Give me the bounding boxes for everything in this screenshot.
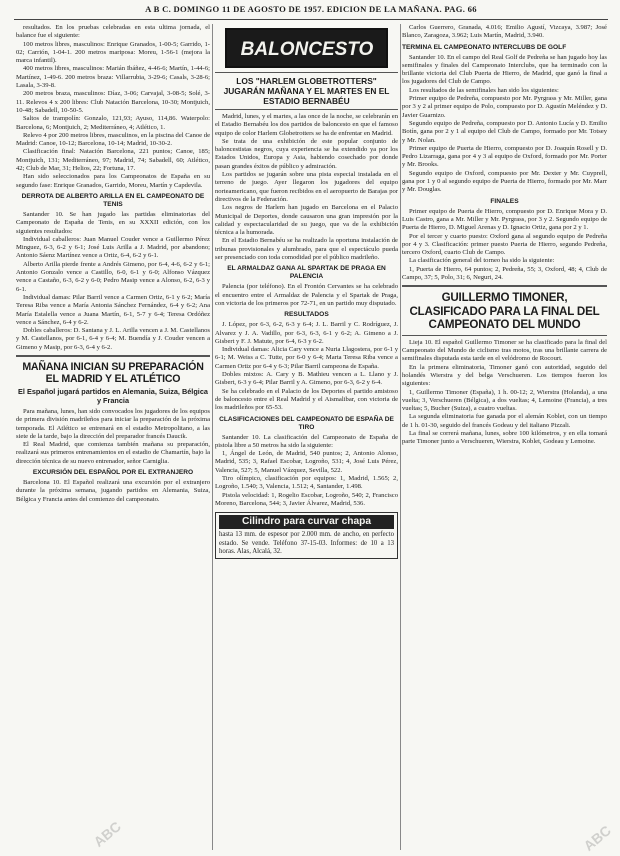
paragraph: Primer equipo de Puerta de Hierro, compuesto por D. Joaquín Rosell y D. Pedro Lizarraga, gana por 4 y 3 al equipo de Oxford, formado por Mr. Porter y Mr. Brooks. bbox=[402, 144, 607, 169]
column-right bbox=[402, 24, 607, 852]
headline-madrid-atletico: MAÑANA INICIAN SU PREPARACIÓN EL MADRID Y EL ATLÉTICO bbox=[22, 360, 204, 386]
subheading: RESULTADOS bbox=[284, 311, 329, 319]
column-divider-right bbox=[400, 24, 401, 850]
deck-espanol: El Español jugará partidos en Alemania, Suiza, Bélgica y Francia bbox=[18, 386, 208, 405]
baloncesto-logo-text: BALONCESTO bbox=[240, 39, 373, 60]
paragraph: Individual damas: Alicia Cary vence a Nuria Llagostera, por 6-1 y 6-1; M. Weiss a C. Tutte, por 6-0 y 6-4; Marta Teresa Riba vence a Carmen Ortiz por 6-4 y 6-3; Pilar Barril campeona de España. bbox=[215, 346, 398, 370]
headline-globetrotters: LOS "HARLEM GLOBETROTTERS" JUGARÁN MAÑANA Y EL MARTES EN EL ESTADIO BERNABÉU bbox=[223, 76, 390, 106]
section-divider bbox=[402, 285, 607, 287]
paragraph: El Real Madrid, que comienza también mañana su preparación, realizará sus primeros entrenamientos en el estadio de Chamartín, bajo la dirección técnica de su nuevo entrenador, señor Carniglia. bbox=[16, 441, 210, 465]
headline-timoner: GUILLERMO TIMONER, CLASIFICADO PARA LA FINAL DEL CAMPEONATO DEL MUNDO bbox=[409, 291, 600, 332]
paragraph: Santander 10. En el campo del Real Golf de Pedreña se han jugado hoy las semifinales y finales del Campeonato Interclubs, que ha terminado con la brillante victoria del Club Puerta de Hierro, de Madrid, que ganó la final a los jugadores del Club de Campo. bbox=[402, 53, 607, 86]
column-middle bbox=[215, 24, 398, 852]
subheading: DERROTA DE ALBERTO ARILLA EN EL CAMPEONATO DE TENIS bbox=[21, 192, 205, 208]
section-divider bbox=[215, 72, 398, 73]
subheading: CLASIFICACIONES DEL CAMPEONATO DE ESPAÑA DE TIRO bbox=[219, 415, 394, 431]
paragraph: Santander 10. La clasificación del Campeonato de España de pistola libre a 50 metros ha sido la siguiente: bbox=[215, 433, 398, 449]
paragraph: Palencia (por teléfono). En el Frontón Cervantes se ha celebrado el encuentro entre el Armaldaz de Palencia y el Spartak de Praga, con victoria de los primeros por 72-71, en un partido muy disputado. bbox=[215, 283, 398, 307]
paragraph: 1, Guillermo Timoner (España), 1 h. 00-12; 2, Wierstra (Holanda), a una vuelta; 3, Verschueren (Bélgica), a dos vueltas; 4, Lemoine (Francia), a tres vueltas; 5, Bucher (Suiza), a cuatro vueltas. bbox=[402, 388, 607, 413]
paragraph: Han sido seleccionados para los Campeonatos de España en su segundo fase: Enrique Granados, Garrido, Moreu, Martín y Capdevila. bbox=[16, 173, 210, 189]
paragraph: Alberto Arilla pierde frente a Andrés Gimeno, por 6-4, 4-6, 6-2 y 6-1; Antonio Gonzalo vence a Castillo, 6-0, 6-1 y 6-0; Alfonso Vázquez vence a Castaño, 6-3, 6-2 y 6-0; Pedro Masip vence a Alonso, 6-2, 6-3 y 6-1. bbox=[16, 260, 210, 293]
paragraph: Carlos Guerrero, Granada, 4.016; Emilio Agustí, Vizcaya, 3.987; José Blanco, Zaragoza, 3.962; Luis Martín, Madrid, 3.940. bbox=[402, 24, 607, 40]
baloncesto-logo bbox=[225, 28, 388, 68]
page-header: A B C. DOMINGO 11 DE AGOSTO DE 1957. EDICION DE LA MAÑANA. PAG. 66 bbox=[14, 4, 608, 20]
paragraph: 200 metros braza, masculinos: Díaz, 3-06; Carvajal, 3-08-5; Solé, 3-11. Relevos 4 x 200 libres: Club Natación Barcelona, 10-30; Montjuich, 10-48; Sabadell, 10-50-5. bbox=[16, 90, 210, 114]
paragraph: La final se correrá mañana, lunes, sobre 100 kilómetros, y en ella tomará parte Timoner junto a Verschueren, Wierstra, Koblet, Godeau y Lemoine. bbox=[402, 430, 607, 446]
paragraph: Tiro olímpico, clasificación por equipos: 1, Madrid, 1.565; 2, Logroño, 1.540; 3, Valencia, 1.512; 4, Santander, 1.498. bbox=[215, 474, 398, 491]
subheading: TERMINA EL CAMPEONATO INTERCLUBS DE GOLF bbox=[402, 43, 567, 51]
paragraph: Madrid, lunes, y el martes, a las once de la noche, se celebrarán en el Estadio Bernabéu los dos partidos de baloncesto en que el famoso equipo de color Harlem Globetrotters se ha de enfrentar en Madrid. bbox=[215, 113, 398, 137]
paragraph: En el Estadio Bernabéu se ha realizado la oportuna instalación de tribunas provisionales y alumbrado, para que el espectáculo pueda ser presenciado con toda comodidad por el público madrileño. bbox=[215, 237, 398, 262]
paragraph: En la primera eliminatoria, Timoner ganó con autoridad, seguido del holandés Wierstra y del belga Verschueren. Los tiempos fueron los siguientes: bbox=[402, 363, 607, 388]
paragraph: J. López, por 6-3, 6-2, 6-3 y 6-4; J. L. Barril y C. Rodríguez, J. Alvarez y J. A. Vadillo, por 6-3, 6-3, 6-1 y 6-2; A. Gimeno a J. Gisbert y F. J. Matute, por 6-4, 6-3 y 6-2. bbox=[215, 321, 398, 345]
paragraph: Los resultados de las semifinales han sido los siguientes: bbox=[409, 86, 559, 94]
classified-ad bbox=[215, 512, 398, 559]
paragraph: Clasificación final: Natación Barcelona, 221 puntos; Canoe, 185; Montjuich, 131; Mediterráneo, 97; Madrid, 74; Sabadell, 60; Atlético, 42; Club de Mar, 31; Helios, 22; Fortuna, 17. bbox=[16, 148, 210, 173]
paragraph: Se ha celebrado en el Palacio de los Deportes el partido amistoso de baloncesto entre el Real Madrid y el Aismalibar, con victoria de los madrileños por 65-53. bbox=[215, 387, 398, 412]
paragraph: Por el tercer y cuarto puesto: Oxford gana al segundo equipo de Pedreña por 4 y 3. Clasificación: primer puesto Puerta de Hierro, segundo Pedreña, tercero Oxford, cuarto Club de Campo. bbox=[402, 232, 607, 257]
abc-watermark: ABC bbox=[580, 822, 614, 854]
section-divider bbox=[16, 355, 210, 357]
paragraph: Dobles mixtos: A. Cary y B. Mathieu vencen a L. Llano y J. Gisbert, 6-3 y 6-4; Pilar Barril y A. Gimeno, por 6-3, 6-2 y 6-4. bbox=[215, 371, 398, 387]
paragraph: Se trata de una exhibición de este popular conjunto de baloncestistas negros, cuya experiencia se ha extendido ya por los Estados Unidos, Europa y Asia, habiendo cosechado por donde pasan grandes éxitos de público y admiración. bbox=[215, 137, 398, 170]
paragraph: Individual caballeros: Juan Manuel Couder vence a Guillermo Pérez Minguez, 6-3, 6-2 y 6-1; José Luis Arilla a J. Madrid, por abandono; Antonio Sáenz Martínez vence a Ortiz, 6-4, 6-2 y 6-1. bbox=[16, 235, 210, 260]
paragraph: Barcelona 10. El Español realizará una excursión por el extranjero durante la próxima semana, jugando partidos en Alemania, Suiza, Bélgica y Francia antes del comienzo del campeonato. bbox=[16, 479, 210, 503]
paragraph: Segundo equipo de Pedreña, compuesto por D. Antonio Lucía y D. Emilio Botín, gana por 2 y 1 al equipo del Club de Campo, formado por Mr. Totsey y Mr. Nolan. bbox=[402, 119, 607, 144]
subheading: FINALES bbox=[490, 197, 519, 205]
paragraph: Santander 10. Se han jugado las partidas eliminatorias del Campeonato de España de Tenis, en su XXXII edición, con los siguientes resultados: bbox=[16, 210, 210, 235]
section-divider bbox=[215, 109, 398, 110]
paragraph: La segunda eliminatoria fue ganada por el alemán Koblet, con un tiempo de 1 h. 01-30, seguido del francés Godeau y del italiano Pizzali. bbox=[402, 413, 607, 429]
paragraph: Saltos de trampolín: Gonzalo, 121,93; Ayuso, 114,86. Waterpolo: Barcelona, 6; Montjuich, 2; Mediterráneo, 4; Atlético, 1. bbox=[16, 115, 210, 131]
paragraph: 1, Puerta de Hierro, 64 puntos; 2, Pedreña, 55; 3, Oxford, 48; 4, Club de Campo, 37; 5, Polo, 31; 6, Neguri, 24. bbox=[402, 265, 607, 282]
abc-watermark: ABC bbox=[90, 818, 124, 850]
paragraph: Lieja 10. El español Guillermo Timoner se ha clasificado para la final del Campeonato del Mundo de ciclismo tras motos, tras una brillante carrera de semifinales disputada esta tarde en el velódromo de Rocourt. bbox=[402, 338, 607, 363]
paragraph: Los partidos se jugarán sobre una pista especial instalada en el terreno de juego. Ayer llegaron los jugadores del equipo norteamericano, que fueron recibidos en el aeropuerto de Barajas por directivos de la Federación. bbox=[215, 171, 398, 203]
paragraph: Para mañana, lunes, han sido convocados los jugadores de los equipos de primera división madrileños para iniciar la preparación de la próxima temporada. El Atlético se entrenará en el estadio Metropolitano, a las siete de la tarde, bajo la dirección del preparador francés Daucik. bbox=[16, 407, 210, 440]
paragraph: Relevo 4 por 200 metros libres, masculinos, en la piscina del Canoe de Madrid: Canoe, 10-12; Barcelona, 10-14; Madrid, 10-30-2. bbox=[16, 131, 210, 148]
baloncesto-logo-svg bbox=[232, 33, 382, 63]
subheading: EXCURSIÓN DEL ESPAÑOL POR EL EXTRANJERO bbox=[32, 469, 194, 477]
subheading: EL ARMALDAZ GANA AL SPARTAK DE PRAGA EN PALENCIA bbox=[227, 265, 386, 281]
ad-title: Cilindro para curvar chapa bbox=[219, 515, 394, 529]
paragraph: Primer equipo de Puerta de Hierro, compuesto por D. Enrique Mora y D. Luis Castro, gana a Mr. Miller y Mr. Pyrgrass, por 3 y 2. Segundo equipo de Puerta de Hierro, D. Miguel Arenas y D. Ignacio Ortiz, gana por 2 y 1. bbox=[402, 207, 607, 232]
paragraph: 1, Ángel de León, de Madrid, 540 puntos; 2, Antonio Alonso, Madrid, 535; 3, Rafael Escobar, Logroño, 531; 4, José Luis Pérez, Valencia, 527; 5, Manuel Vázquez, Sevilla, 522. bbox=[215, 450, 398, 474]
ad-text: hasta 13 mm. de espesor por 2.000 mm. de ancho, en perfecto estado. Se vende. Teléfono 37-15-03. Informes: de 10 a 13 horas. Alas, Alcalá, 32. bbox=[219, 531, 394, 555]
column-divider-left bbox=[212, 24, 213, 850]
column-left bbox=[16, 24, 210, 852]
paragraph: Pistola velocidad: 1, Rogelio Escobar, Logroño, 540; 2, Francisco Moreno, Barcelona, 544; 3, Javier Álvarez, Madrid, 536. bbox=[215, 491, 398, 507]
paragraph: 100 metros libres, masculinos: Enrique Granados, 1-00-5; Garrido, 1-02; Carrión, 1-04-1. 200 metros mariposa: Moreu, 1-56-1 (mejora la marca infantil). bbox=[16, 40, 210, 65]
paragraph: Primer equipo de Pedreña, compuesto por Mr. Pyrgrass y Mr. Miller, gana por 3 y 2 al primer equipo de Polo, compuesto por D. Agustín Meléndez y D. Javier Guarnizo. bbox=[402, 95, 607, 119]
paragraph: Segundo equipo de Oxford, compuesto por Mr. Dexter y Mr. Cuyprell, gana por 1 y 0 al segundo equipo de Puerta de Hierro, formado por Mr. Marr y Mr. Douglas. bbox=[402, 169, 607, 194]
section-divider bbox=[402, 335, 607, 336]
paragraph: La clasificación general del torneo ha sido la siguiente: bbox=[409, 257, 555, 265]
paragraph: Los negros de Harlem han jugado en Barcelona en el Palacio Municipal de Deportes, donde causaron una gran impresión por la calidad y espectacularidad de su juego, que va de la exhibición técnica a la humorada. bbox=[215, 204, 398, 237]
paragraph: resultados. En los pruebas celebradas en esta ultima jornada, el balance fue el siguiente: bbox=[16, 24, 210, 40]
paragraph: Individual damas: Pilar Barril vence a Carmen Ortiz, 6-1 y 6-2; María Teresa Riba vence a María Antonia Sánchez Fernández, 6-4 y 6-2; Ana María Estalella vence a Juana Martín, 6-1, 5-7 y 6-4; Teresa Ordóñez vence a Sánchez, 6-4 y 6-2. bbox=[16, 293, 210, 326]
paragraph: Dobles caballeros: D. Santana y J. L. Arilla vencen a J. M. Castellanos y M. Castellanos, por 6-1, 6-4 y 6-4; M. Buendía y J. Couder vencen a Gimeno y Masip, por 6-3, 6-4 y 6-2. bbox=[16, 327, 210, 351]
paragraph: 400 metros libres, masculinos: Marián Ibáñez, 4-46-6; Martín, 1-44-6; Martínez, 1-49-6. 200 metros braza: Villarrubia, 3-29-6; Casals, 3-28-6; Lasala, 3-39-8. bbox=[16, 65, 210, 90]
